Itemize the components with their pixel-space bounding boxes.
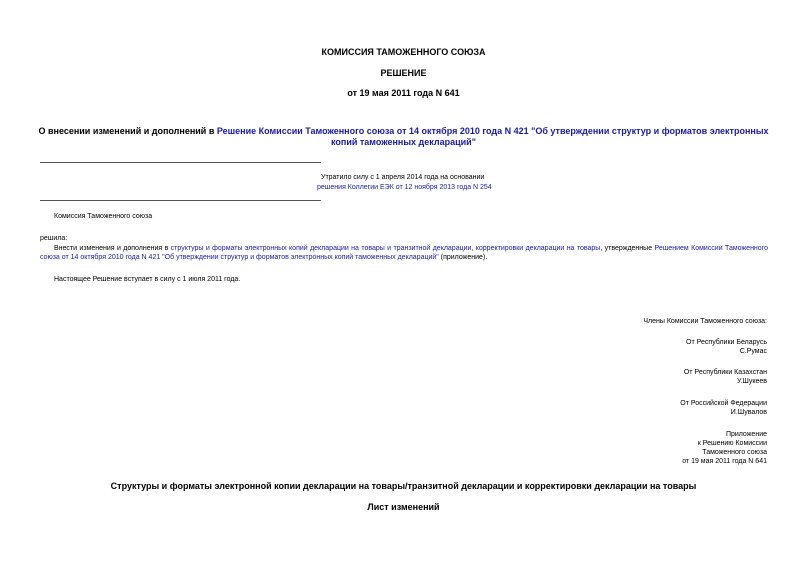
decided-label: решила:: [40, 235, 68, 242]
appendix-line: Таможенного союза: [702, 449, 767, 456]
doc-type: РЕШЕНИЕ: [380, 68, 427, 78]
signature-belarus: [686, 338, 767, 356]
signature-country: От Республики Беларусь: [686, 339, 767, 346]
doc-date: от 19 мая 2011 года N 641: [347, 88, 460, 98]
title-link-decision-421[interactable]: Решение Комиссии Таможенного союза от 14 октября 2010 года N 421 "Об утверждении структур и форматов электронных: [216, 126, 769, 136]
p1-text-1: Внести изменения и дополнения в: [54, 245, 171, 252]
appendix-reference: [682, 430, 767, 466]
signature-name: И.Шувалов: [730, 409, 767, 416]
issuer: Комиссия Таможенного союза: [54, 213, 153, 220]
title-prefix: О внесении изменений и дополнений в: [38, 126, 217, 136]
appendix-line: к Решению Комиссии: [697, 440, 767, 447]
changes-title: Лист изменений: [367, 502, 440, 512]
divider-top: [40, 162, 321, 163]
appendix-title: Структуры и форматы электронной копии декларации на товары/транзитной декларации и корректировки декларации на товары: [110, 481, 697, 491]
paragraph-amendments: [40, 244, 768, 262]
p1-link-structures[interactable]: структуры и форматы электронных копий декларации на товары и транзитной декларации, корректировки декларации на товары: [170, 245, 601, 252]
validity-note: Утратило силу с 1 апреля 2014 года на основании: [321, 174, 485, 181]
signature-name: У.Шукеев: [736, 378, 767, 385]
title-link-decision-421-cont[interactable]: копий таможенных деклараций": [331, 137, 476, 147]
p1-link-decision-421[interactable]: Решением Комиссии Таможенного союза от 14 октября 2010 года N 421 "Об утверждении структур и форматов электронных копий таможенных деклараций": [40, 245, 768, 261]
appendix-line: Приложение: [725, 431, 767, 438]
divider-bottom: [40, 200, 321, 201]
signature-kazakhstan: [684, 368, 767, 386]
signatures-heading: Члены Комиссии Таможенного союза:: [643, 318, 767, 325]
signature-russia: [680, 399, 767, 417]
p1-text-2: , утвержденные: [600, 245, 655, 252]
appendix-line: от 19 мая 2011 года N 641: [682, 458, 767, 465]
signature-name: С.Румас: [739, 348, 767, 355]
org-name: КОМИССИЯ ТАМОЖЕННОГО СОЮЗА: [321, 47, 486, 57]
validity-link[interactable]: решения Коллегии ЕЭК от 12 ноября 2013 года N 254: [317, 184, 492, 191]
p1-text-3: (приложение).: [438, 254, 488, 261]
signature-country: От Российской Федерации: [680, 400, 767, 407]
doc-title: [0, 126, 807, 136]
paragraph-effective: Настоящее Решение вступает в силу с 1 июля 2011 года.: [54, 276, 241, 283]
signature-country: От Республики Казахстан: [683, 369, 767, 376]
